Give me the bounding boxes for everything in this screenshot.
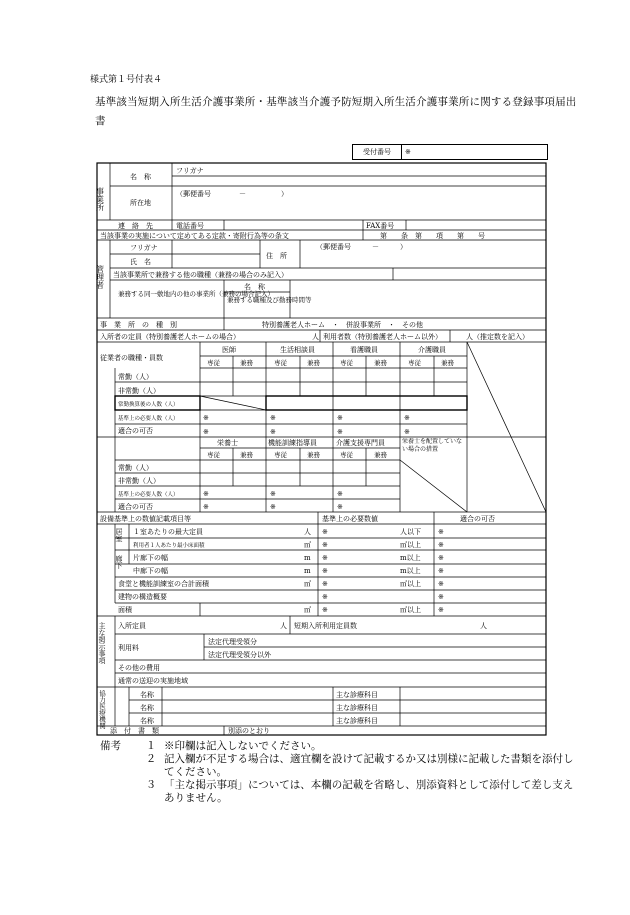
row-building: 建物の構造概要 — [118, 593, 167, 601]
row-dining-area: 食堂と機能訓練室の合計面積 — [118, 580, 209, 588]
legal-proxy-label: 法定代理受領分 — [208, 638, 257, 646]
col-counselor: 生活相談員 — [280, 346, 315, 354]
limit: m以上 — [400, 567, 421, 575]
concurrent-role-label: 当該事業所で兼務する他の職種（兼務の場合のみ記入） — [113, 271, 288, 279]
kenmu-6: 兼務 — [307, 451, 320, 459]
mark: ※ — [337, 428, 343, 436]
manager-furigana-label: フリガナ — [130, 244, 158, 252]
department-label: 主な診療科目 — [336, 691, 378, 699]
mark: ※ — [337, 503, 343, 511]
senju-3: 専従 — [340, 359, 353, 367]
limit: ㎡以上 — [400, 606, 421, 614]
unit: 人 — [280, 622, 287, 630]
facility-standards-label: 設備基準上の数値記載項目等 — [100, 515, 191, 523]
senju-6: 専従 — [274, 451, 287, 459]
mark: ※ — [438, 541, 444, 549]
row-min-floor: 利用者１人あたり最小床面積 — [133, 543, 205, 549]
receipt-mark: ※ — [405, 148, 411, 156]
row-single-corridor: 片廊下の幅 — [133, 554, 168, 562]
capacity-label: 入所者の定員（特別養護老人ホームの場合） — [100, 333, 240, 341]
remark-num: ２ — [145, 753, 157, 765]
furigana-label: フリガナ — [176, 167, 204, 175]
concurrent-hours-label: 兼務する職種及び勤務時間等 — [227, 296, 312, 304]
mark: ※ — [404, 428, 410, 436]
mark: ※ — [337, 414, 343, 422]
kenmu-2: 兼務 — [307, 359, 320, 367]
mark: ※ — [438, 606, 444, 614]
limit: 人以下 — [400, 528, 421, 536]
remark-num: ３ — [145, 779, 157, 791]
row-max-capacity: １室あたりの最大定員 — [133, 528, 203, 536]
mark: ※ — [270, 428, 276, 436]
limit: ㎡以上 — [400, 541, 421, 549]
fulltime-label-2: 常勤（人） — [118, 464, 153, 472]
other-costs-label: その他の費用 — [118, 664, 160, 672]
mark: ※ — [203, 490, 209, 498]
manager-postal-field[interactable]: （郵便番号 － ） — [316, 243, 407, 251]
facility-type-options: 特別養護老人ホーム ・ 併設事業所 ・ その他 — [262, 321, 423, 329]
unit: 人 — [304, 528, 311, 536]
manager-address-label: 住 所 — [266, 252, 287, 260]
unit: ㎡ — [304, 606, 311, 614]
remarks-head: 備考 — [100, 740, 121, 752]
mark: ※ — [438, 580, 444, 588]
required-value-label: 基準上の必要数値 — [322, 515, 378, 523]
kenmu-3: 兼務 — [374, 359, 387, 367]
mark: ※ — [337, 490, 343, 498]
remark-num: １ — [145, 740, 157, 752]
senju-2: 専従 — [274, 359, 287, 367]
contact-label: 連 絡 先 — [118, 222, 153, 230]
jigyosho-section — [96, 167, 486, 240]
medical-name-label: 名称 — [140, 717, 154, 725]
mark: ※ — [404, 414, 410, 422]
attachments-label: 添 付 書 類 — [110, 727, 159, 735]
user-count-label: 利用者数（特別養護老人ホーム以外） — [323, 333, 442, 341]
col-functional: 機能訓練指導員 — [268, 439, 317, 447]
notices-section — [98, 621, 488, 685]
non-legal-proxy-label: 法定代理受領分以外 — [208, 651, 271, 659]
medical-name-label: 名称 — [140, 704, 154, 712]
col-nurse: 看護職員 — [350, 346, 378, 354]
fte-label: 常勤換算後の人数（人） — [118, 402, 179, 408]
mark: ※ — [203, 414, 209, 422]
mark: ※ — [322, 541, 328, 549]
limit: ㎡以上 — [400, 580, 421, 588]
remark-text: 「主な掲示事項」については、本欄の記載を省略し、別添資料として添付して差し支えありません。 — [164, 779, 574, 804]
phone-label: 電話番号 — [176, 222, 204, 230]
remarks — [100, 740, 582, 805]
remark-text: 記入欄が不足する場合は、適宜欄を設けて記載するか又は別様に記載した書類を添付してください。 — [164, 753, 574, 778]
dietitian-measure-label: 栄養士を配置していない場合の措置 — [402, 438, 463, 453]
required-label-2: 基準上の必要人数（人） — [118, 492, 179, 498]
kenmu-4: 兼務 — [441, 359, 454, 367]
mark: ※ — [322, 606, 328, 614]
medical-name-label: 名称 — [140, 691, 154, 699]
transport-area-label: 通常の送迎の実施地域 — [118, 677, 188, 685]
mark: ※ — [270, 490, 276, 498]
mark: ※ — [322, 554, 328, 562]
article-number-label: 第 条 第 項 第 号 — [380, 232, 485, 240]
mark: ※ — [270, 414, 276, 422]
remark-text: ※印欄は記入しないでください。 — [164, 740, 322, 752]
fee-label: 利用料 — [118, 644, 139, 652]
cooperating-medical-section — [98, 689, 378, 735]
mark: ※ — [322, 580, 328, 588]
mark: ※ — [322, 567, 328, 575]
document-title: 基準該当短期入所生活介護事業所・基準該当介護予防短期入所生活介護事業所に関する登録事項届出書 — [95, 96, 577, 127]
meisho-label: 名 称 — [130, 173, 151, 181]
unit: m — [304, 554, 311, 562]
row-area: 面積 — [118, 606, 132, 614]
department-label: 主な診療科目 — [336, 704, 378, 712]
receipt-label: 受付番号 — [353, 145, 402, 159]
unit: 人 — [480, 622, 487, 630]
mark: ※ — [438, 528, 444, 536]
short-stay-capacity-label: 短期入所利用定員数 — [294, 622, 357, 630]
col-care-manager: 介護支援専門員 — [336, 439, 385, 447]
form-number: 様式第１号付表４ — [90, 75, 163, 85]
manager-section — [96, 242, 408, 304]
estimate-note: 人（推定数を記入） — [466, 333, 529, 341]
parttime-label: 非常勤（人） — [118, 387, 160, 395]
kenmu-1: 兼務 — [240, 359, 253, 367]
facility-type-section — [100, 320, 529, 341]
parttime-label-2: 非常勤（人） — [118, 477, 160, 485]
admission-capacity-label: 入所定員 — [118, 622, 146, 630]
notices-label: 主な掲示事項 — [98, 622, 106, 664]
mark: ※ — [322, 593, 328, 601]
unit: ㎡ — [304, 541, 311, 549]
shozaichi-label: 所在地 — [130, 199, 151, 207]
manager-label: 管理者 — [95, 265, 105, 289]
manager-name-label: 氏 名 — [130, 258, 151, 266]
mark: ※ — [438, 554, 444, 562]
col-doctor: 医師 — [222, 346, 236, 354]
senju-7: 専従 — [340, 451, 353, 459]
articles-label: 当該事業の実施について定めてある定款・寄附行為等の条文 — [100, 232, 289, 240]
attachments-value: 別添のとおり — [228, 727, 270, 735]
limit: m以上 — [400, 554, 421, 562]
mark: ※ — [203, 503, 209, 511]
compliance-label: 適合の可否 — [118, 427, 153, 435]
mark: ※ — [322, 528, 328, 536]
medical-label: 協力医療機関 — [98, 690, 106, 729]
fulltime-label: 常勤（人） — [118, 373, 153, 381]
senju-5: 専従 — [207, 451, 220, 459]
col-dietitian: 栄養士 — [217, 439, 238, 447]
concurrent-office-label: 兼務する同一敷地内の他の事業所（兼務の場合記入） — [118, 290, 274, 298]
required-label: 基準上の必要人数（人） — [118, 416, 179, 422]
unit: m — [304, 567, 311, 575]
concurrent-office-name-label: 名 称 — [244, 283, 265, 291]
col-caregiver: 介護職員 — [418, 346, 446, 354]
senju-1: 専従 — [207, 359, 220, 367]
unit: ㎡ — [304, 580, 311, 588]
postal-code-field[interactable]: （郵便番号 － ） — [176, 190, 288, 198]
compliance-label-2: 適合の可否 — [118, 503, 153, 511]
corridor-label: 廊下 — [115, 555, 123, 569]
row-middle-corridor: 中廊下の幅 — [133, 567, 168, 575]
senju-4: 専従 — [408, 359, 421, 367]
jigyosho-label: 事業所 — [95, 187, 105, 211]
fax-label: FAX番号 — [366, 222, 395, 230]
mark: ※ — [438, 567, 444, 575]
staffing-label: 従業者の職種・員数 — [100, 354, 163, 362]
department-label: 主な診療科目 — [336, 717, 378, 725]
mark: ※ — [203, 428, 209, 436]
mark: ※ — [438, 593, 444, 601]
kenmu-5: 兼務 — [240, 451, 253, 459]
facility-type-label: 事 業 所 の 種 別 — [100, 321, 177, 329]
room-label: 居室 — [115, 528, 123, 542]
compliance-header: 適合の可否 — [460, 515, 495, 523]
mark: ※ — [270, 503, 276, 511]
capacity-unit: 人 — [312, 333, 319, 341]
kenmu-7: 兼務 — [374, 451, 387, 459]
